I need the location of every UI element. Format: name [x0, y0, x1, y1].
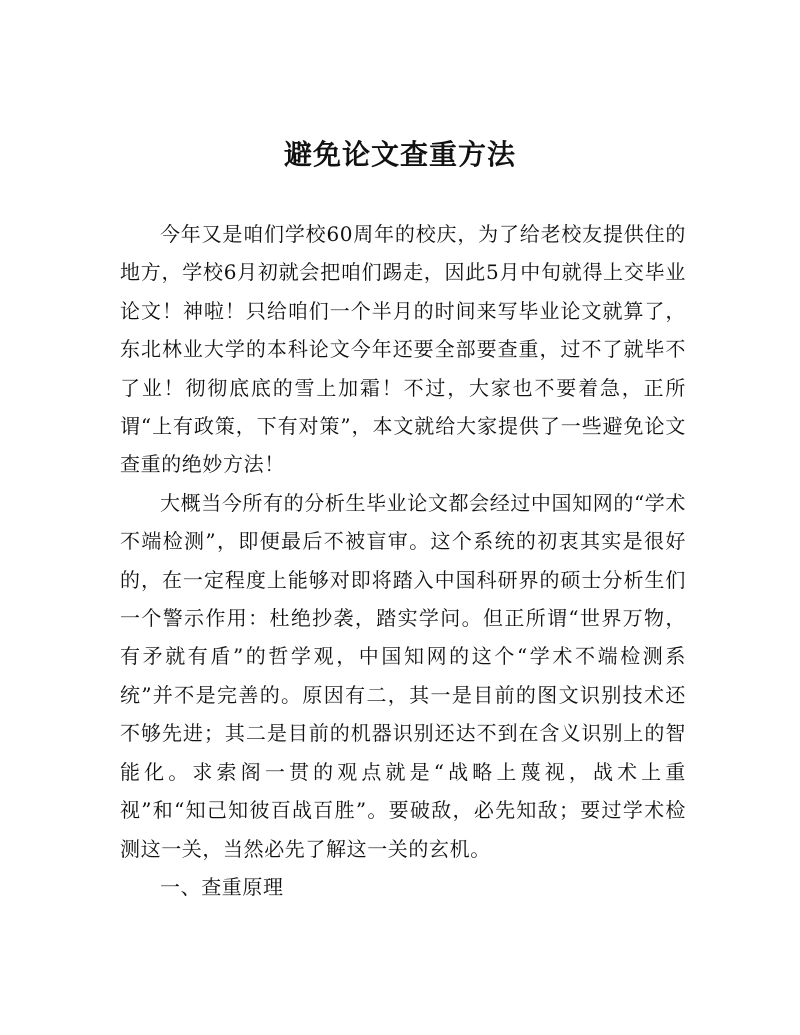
paragraph-1: 今年又是咱们学校60周年的校庆，为了给老校友提供住的地方，学校6月初就会把咱们踢走，因此5月中旬就得上交毕业论文！神啦！只给咱们一个半月的时间来写毕业论文就算了，东北林业大学的本科论文今年还要全部要查重，过不了就毕不了业！彻彻底底的雪上加霜！不过，大家也不要着急，正所谓“上有政策，下有对策”，本文就给大家提供了一些避免论文查重的绝妙方法！	[120, 222, 686, 477]
paragraph-2: 大概当今所有的分析生毕业论文都会经过中国知网的“学术不端检测”，即便最后不被盲审。这个系统的初衷其实是很好的，在一定程度上能够对即将踏入中国科研界的硕士分析生们一个警示作用：杜绝抄袭，踏实学问。但正所谓“世界万物，有矛就有盾”的哲学观，中国知网的这个“学术不端检测系统”并不是完善的。原因有二，其一是目前的图文识别技术还不够先进；其二是目前的机器识别还达不到在含义识别上的智能化。求索阁一贯的观点就是“战略上蔑视，战术上重视”和“知己知彼百战百胜”。要破敌，必先知敌；要过学术检测这一关，当然必先了解这一关的玄机。	[120, 490, 686, 861]
document-title: 避免论文查重方法	[283, 138, 516, 171]
document-body	[120, 215, 686, 906]
section-heading: 一、查重原理	[160, 874, 284, 899]
